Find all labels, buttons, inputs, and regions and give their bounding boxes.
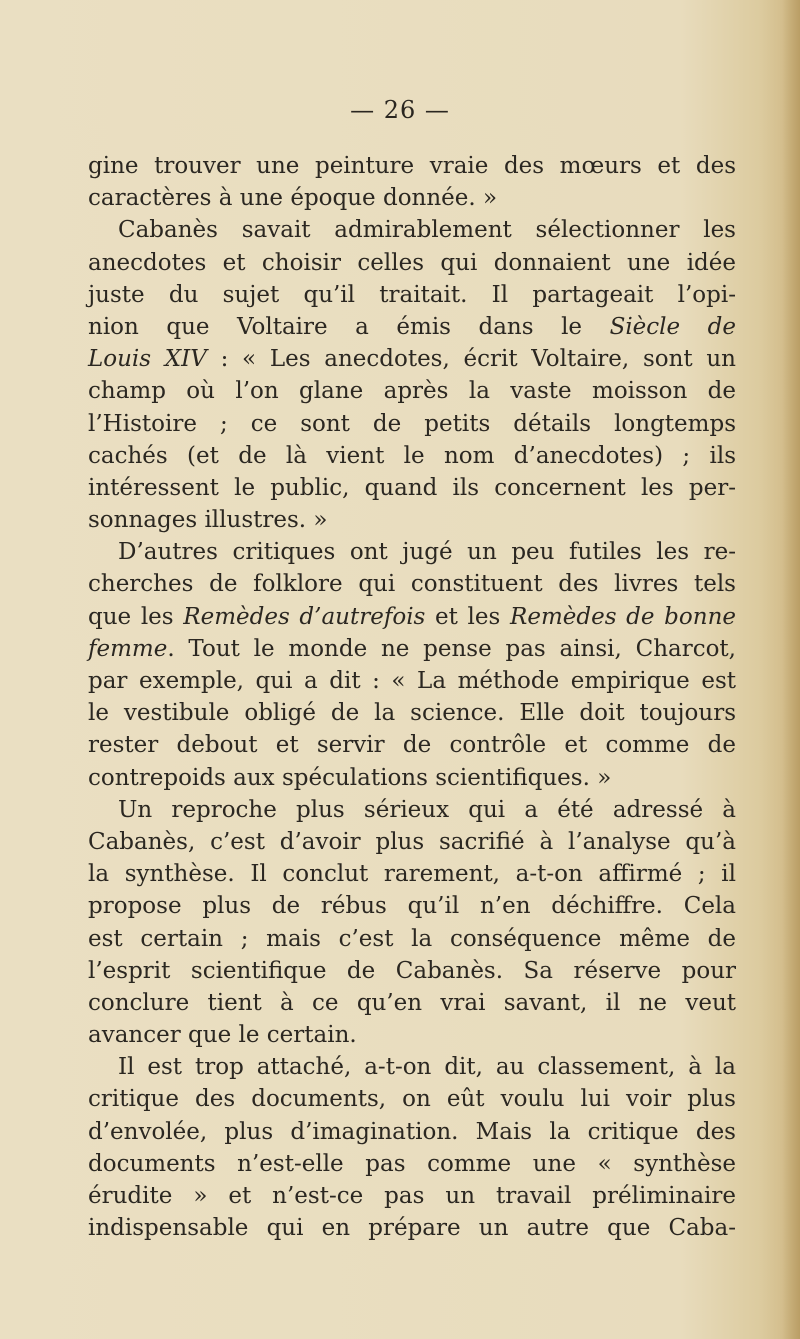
text-line (88, 1051, 736, 1083)
text-segment: nion que Voltaire a émis dans le (88, 313, 610, 340)
text-segment: documents n’est-elle pas comme une « synthèse (88, 1150, 736, 1177)
text-line (88, 408, 736, 440)
italic-text-segment: Remèdes de bonne (510, 603, 736, 630)
text-line (88, 375, 736, 407)
text-line (88, 343, 736, 375)
text-line (88, 697, 736, 729)
text-segment: . Tout le monde ne pense pas ainsi, Charcot, (167, 635, 736, 662)
text-segment: la synthèse. Il conclut rarement, a-t-on affirmé ; il (88, 861, 736, 888)
text-segment: sonnages illustres. » (88, 507, 328, 534)
body-text (88, 150, 736, 1244)
text-line (88, 665, 736, 697)
text-segment: cachés (et de là vient le nom d’anecdotes) ; ils (88, 442, 736, 469)
text-segment: Cabanès savait admirablement sélectionner les (118, 217, 736, 244)
text-line (88, 858, 736, 890)
text-line (88, 214, 736, 246)
text-line (88, 794, 736, 826)
text-line (88, 1180, 736, 1212)
text-line (88, 472, 736, 504)
italic-text-segment: Louis XIV (88, 346, 207, 373)
text-line (88, 150, 736, 182)
text-line (88, 504, 736, 536)
text-line (88, 279, 736, 311)
text-line (88, 729, 736, 761)
text-segment: l’esprit scientifique de Cabanès. Sa réserve pour (88, 957, 736, 984)
text-segment: caractères à une époque donnée. » (88, 185, 498, 212)
text-line (88, 762, 736, 794)
text-segment: conclure tient à ce qu’en vrai savant, il ne veut (88, 989, 736, 1016)
text-line (88, 923, 736, 955)
text-line (88, 633, 736, 665)
text-line (88, 1083, 736, 1115)
text-segment: par exemple, qui a dit : « La méthode empirique est (88, 668, 736, 694)
text-line (88, 1212, 736, 1244)
text-segment: l’Histoire ; ce sont de petits détails longtemps (88, 410, 736, 437)
text-line (88, 247, 736, 279)
text-segment: rester debout et servir de contrôle et comme de (88, 732, 736, 759)
text-segment: avancer que le certain. (88, 1022, 357, 1049)
page-edge-shadow (782, 0, 800, 1339)
text-segment: champ où l’on glane après la vaste moisson de (88, 378, 736, 405)
text-line (88, 1116, 736, 1148)
page-number: — 26 — (350, 96, 450, 124)
text-line (88, 1019, 736, 1051)
text-segment: anecdotes et choisir celles qui donnaient une idée (88, 249, 736, 276)
text-line (88, 987, 736, 1019)
text-segment: D’autres critiques ont jugé un peu futiles les re- (118, 539, 736, 566)
text-segment: et les (425, 603, 511, 630)
text-segment: critique des documents, on eût voulu lui voir plus (88, 1086, 736, 1113)
text-segment: que les (88, 603, 184, 630)
italic-text-segment: femme (88, 635, 168, 662)
text-line (88, 955, 736, 987)
text-segment: : « Les anecdotes, écrit Voltaire, sont un (206, 346, 736, 373)
text-segment: cherches de folklore qui constituent des livres tels (88, 571, 736, 598)
text-segment: est certain ; mais c’est la conséquence même de (88, 925, 736, 952)
text-line (88, 890, 736, 922)
text-segment: contrepoids aux spéculations scientifiques. » (88, 764, 612, 791)
text-line (88, 440, 736, 472)
text-segment: juste du sujet qu’il traitait. Il partageait l’opi- (88, 281, 736, 308)
text-segment: gine trouver une peinture vraie des mœurs et des (88, 153, 736, 179)
text-segment: propose plus de rébus qu’il n’en déchiffre. Cela (88, 893, 736, 920)
text-segment: Il est trop attaché, a-t-on dit, au classement, à la (118, 1054, 736, 1081)
text-segment: le vestibule obligé de la science. Elle doit toujours (88, 700, 736, 727)
text-line (88, 536, 736, 568)
text-line (88, 826, 736, 858)
text-segment: érudite » et n’est-ce pas un travail préliminaire (88, 1183, 736, 1209)
text-line (88, 182, 736, 214)
text-segment: Un reproche plus sérieux qui a été adressé à (118, 796, 736, 823)
text-segment: d’envolée, plus d’imagination. Mais la critique des (88, 1118, 736, 1145)
italic-text-segment: Siècle de (609, 313, 736, 340)
text-segment: intéressent le public, quand ils concernent les per- (88, 474, 736, 501)
text-segment: indispensable qui en prépare un autre que Caba- (88, 1215, 736, 1242)
text-line (88, 1148, 736, 1180)
text-line (88, 311, 736, 343)
italic-text-segment: Remèdes d’autrefois (183, 603, 426, 630)
text-segment: Cabanès, c’est d’avoir plus sacrifié à l’analyse qu’à (88, 828, 736, 855)
text-line (88, 601, 736, 633)
text-line (88, 568, 736, 600)
